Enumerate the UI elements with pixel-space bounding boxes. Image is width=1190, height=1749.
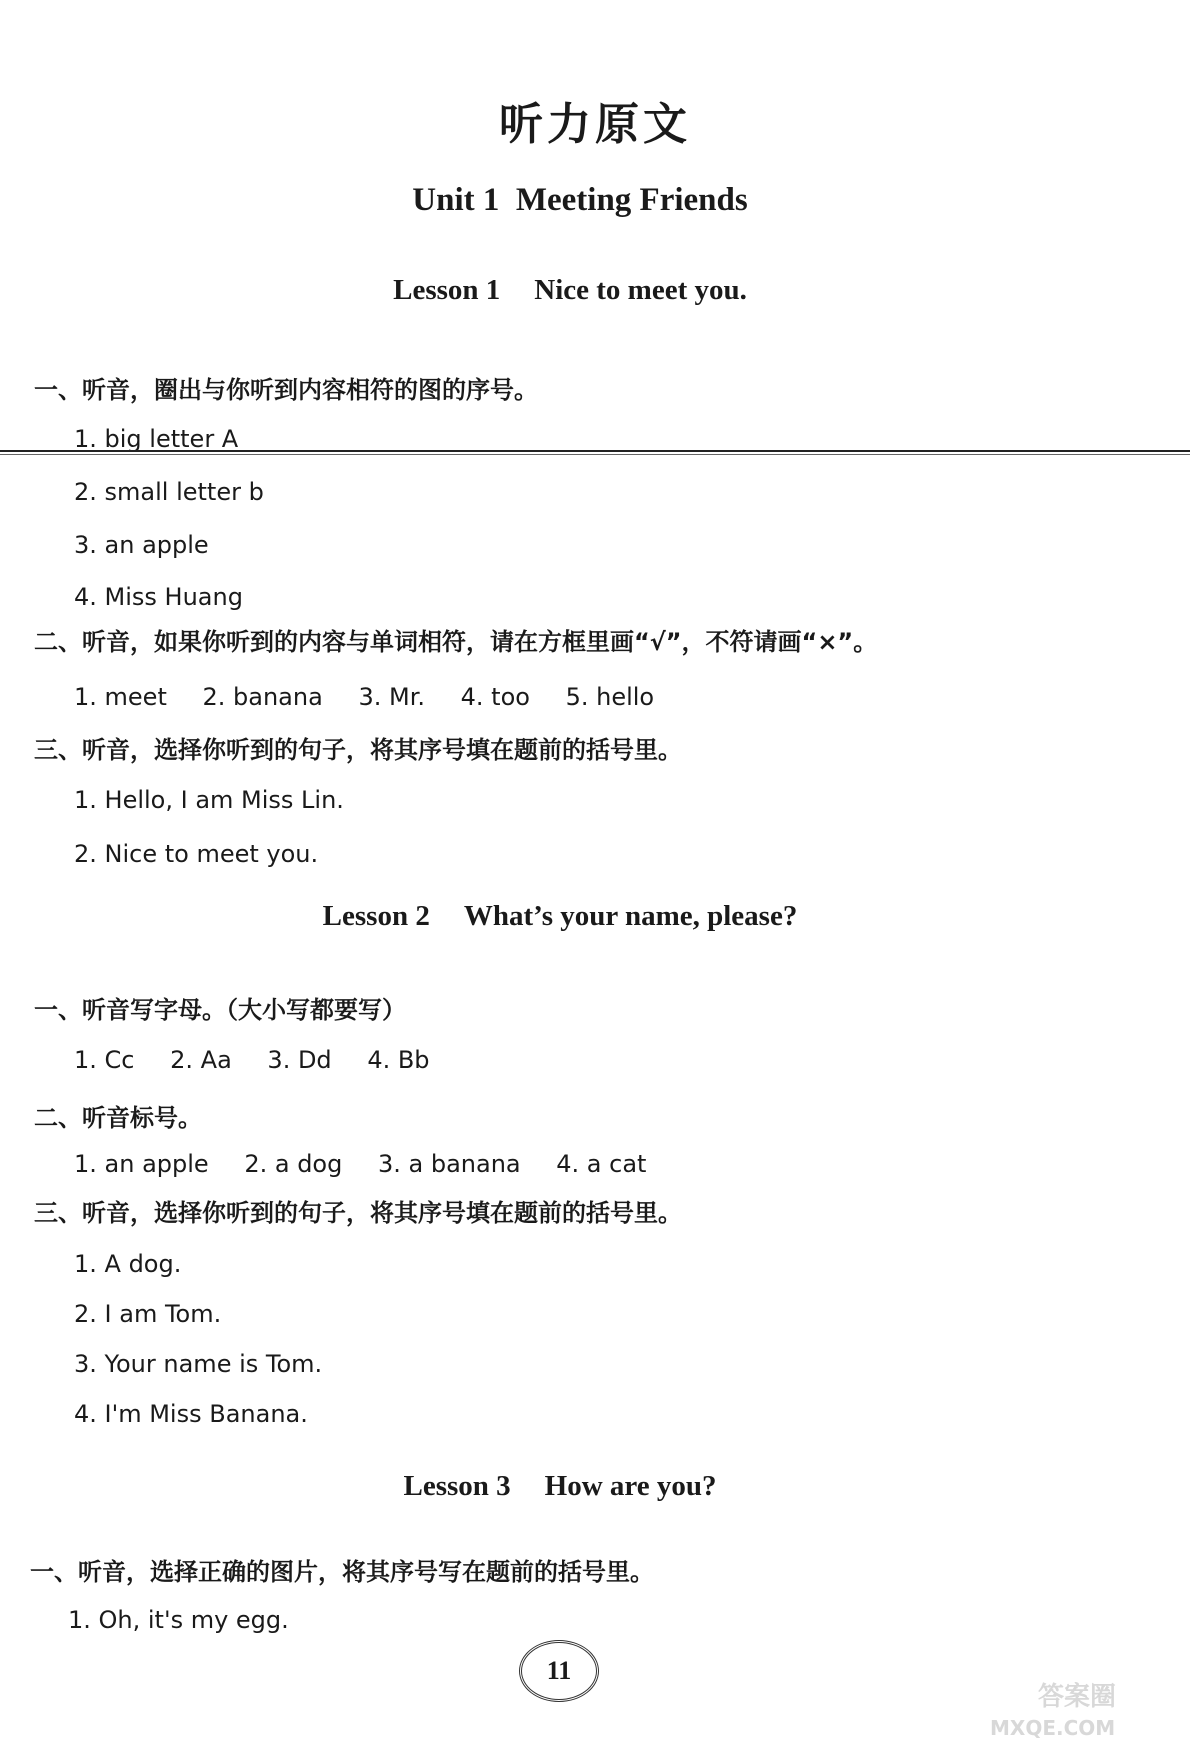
section-heading: 二、听音，如果你听到的内容与单词相符，请在方框里画“√”，不符请画“×”。 [34,628,878,656]
letter-list [74,1046,458,1074]
lesson-3-number: Lesson 3 [403,1470,511,1502]
list-item: 3. an apple [74,531,209,559]
lesson-2-name: What’s your name, please? [463,900,798,932]
list-item: 3. Your name is Tom. [74,1350,323,1378]
list-item: 1. Cc [74,1046,135,1074]
list-item: 1. meet [74,683,167,711]
lesson-3-heading [0,1470,1120,1503]
list-item: 1. A dog. [74,1250,182,1278]
section-heading: 一、听音，圈出与你听到内容相符的图的序号。 [34,376,538,404]
section-heading: 三、听音，选择你听到的句子，将其序号填在题前的括号里。 [34,1199,682,1227]
list-item: 1. Oh, it's my egg. [68,1606,289,1634]
page-title: 听力原文 [499,99,691,150]
section-heading: 一、听音写字母。（大小写都要写） [34,996,406,1024]
section-heading: 三、听音，选择你听到的句子，将其序号填在题前的括号里。 [34,736,682,764]
unit-heading: Unit 1 Meeting Friends [412,182,748,218]
divider [0,454,1190,455]
page-number [519,1640,599,1702]
lesson-1-name: Nice to meet you. [534,274,747,306]
list-item: 2. small letter b [74,478,264,506]
page-number-label: 11 [546,1656,572,1685]
word-list [74,683,682,711]
lesson-1-heading [0,274,1140,307]
watermark-bottom: MXQE.COM [990,1716,1116,1740]
lesson-2-number: Lesson 2 [322,900,430,932]
word-list [74,1150,674,1178]
list-item: 4. I'm Miss Banana. [74,1400,308,1428]
list-item: 1. an apple [74,1150,209,1178]
list-item: 2. banana [202,683,323,711]
list-item: 4. Bb [367,1046,430,1074]
lesson-1-number: Lesson 1 [393,274,501,306]
lesson-2-heading [0,900,1120,933]
list-item: 3. Mr. [358,683,425,711]
list-item: 5. hello [565,683,655,711]
list-item: 4. too [460,683,530,711]
list-item: 3. a banana [377,1150,521,1178]
lesson-3-name: How are you? [544,1470,717,1502]
list-item: 4. a cat [556,1150,647,1178]
list-item: 2. I am Tom. [74,1300,222,1328]
divider [0,450,1190,452]
list-item: 2. Nice to meet you. [74,840,319,868]
section-heading: 二、听音标号。 [34,1104,202,1132]
section-heading: 一、听音，选择正确的图片，将其序号写在题前的括号里。 [30,1558,654,1586]
list-item: 1. Hello, I am Miss Lin. [74,786,344,814]
list-item: 1. big letter A [74,425,239,453]
list-item: 2. Aa [170,1046,232,1074]
list-item: 4. Miss Huang [74,583,243,611]
list-item: 2. a dog [244,1150,343,1178]
watermark-logo [986,1671,1176,1741]
watermark-top: 答案圈 [1038,1682,1117,1712]
list-item: 3. Dd [267,1046,332,1074]
